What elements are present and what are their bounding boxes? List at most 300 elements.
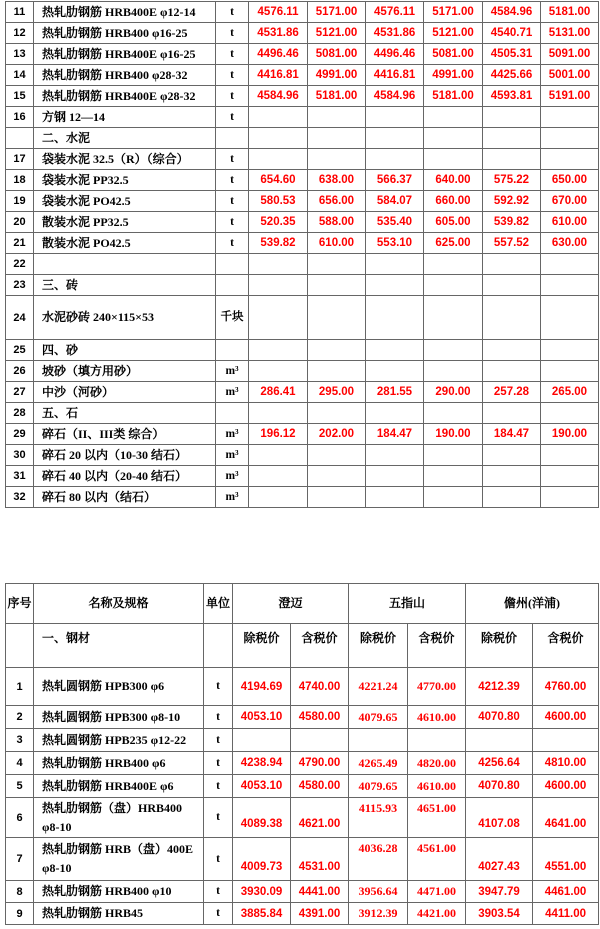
row-number-cell: 14: [6, 65, 34, 86]
price-cell: 4238.94: [233, 752, 291, 775]
item-name-cell: 水泥砂砖 240×115×53: [34, 296, 216, 340]
price-cell: [308, 487, 366, 508]
item-name-cell: 热轧肋钢筋 HRB45: [34, 903, 204, 925]
price-cell: 3956.64: [349, 881, 408, 903]
row-number-cell: 9: [6, 903, 34, 925]
table-row: [6, 798, 599, 838]
unit-cell: [216, 254, 249, 275]
price-cell: 4256.64: [466, 752, 533, 775]
row-number-cell: 16: [6, 107, 34, 128]
row-number-cell: [6, 128, 34, 149]
table-header-row: [6, 584, 599, 624]
item-name-cell: 散装水泥 PO42.5: [34, 233, 216, 254]
price-cell: 4584.96: [249, 86, 308, 107]
table-row: [6, 86, 599, 107]
price-cell: 4391.00: [291, 903, 349, 925]
price-cell: 4600.00: [533, 706, 599, 729]
unit-cell: t: [216, 191, 249, 212]
table-row: [6, 149, 599, 170]
price-cell: 4991.00: [308, 65, 366, 86]
table-row: [6, 44, 599, 65]
item-name-cell: 碎石（II、III类 综合）: [34, 424, 216, 445]
row-number-cell: 27: [6, 382, 34, 403]
item-name-cell: 方钢 12—14: [34, 107, 216, 128]
price-cell: [366, 128, 424, 149]
price-cell: 4194.69: [233, 668, 291, 706]
price-cell: [424, 128, 483, 149]
price-cell: 4089.38: [233, 798, 291, 838]
price-cell: 4212.39: [466, 668, 533, 706]
item-name-cell: 碎石 80 以内（结石）: [34, 487, 216, 508]
price-cell: 4416.81: [249, 65, 308, 86]
unit-cell: m³: [216, 382, 249, 403]
price-cell: [424, 340, 483, 361]
price-cell: [541, 149, 599, 170]
price-cell: [366, 296, 424, 340]
price-cell: [424, 107, 483, 128]
price-cell: [483, 128, 541, 149]
price-cell: [366, 361, 424, 382]
price-cell: 535.40: [366, 212, 424, 233]
price-cell: 580.53: [249, 191, 308, 212]
price-cell: 4115.93: [349, 798, 408, 838]
price-cell: 575.22: [483, 170, 541, 191]
unit-cell: [216, 403, 249, 424]
price-cell: [483, 254, 541, 275]
item-name-cell: 热轧肋钢筋 HRB400E φ12-14: [34, 2, 216, 23]
row-number-cell: 29: [6, 424, 34, 445]
unit-cell: t: [216, 233, 249, 254]
price-cell: 4070.80: [466, 775, 533, 798]
price-cell: [249, 466, 308, 487]
price-cell: [483, 149, 541, 170]
price-cell: 5081.00: [308, 44, 366, 65]
table-row: [6, 191, 599, 212]
row-number-cell: 21: [6, 233, 34, 254]
unit-cell: m³: [216, 487, 249, 508]
price-cell: 4079.65: [349, 706, 408, 729]
header-price-extax: 除税价: [466, 624, 533, 668]
price-cell: [424, 487, 483, 508]
item-name-cell: 袋装水泥 32.5（R）（综合）: [34, 149, 216, 170]
table-row: [6, 170, 599, 191]
price-cell: 588.00: [308, 212, 366, 233]
table-row: [6, 128, 599, 149]
price-cell: [483, 296, 541, 340]
price-cell: [541, 361, 599, 382]
price-cell: 3947.79: [466, 881, 533, 903]
price-cell: 640.00: [424, 170, 483, 191]
price-cell: [466, 729, 533, 752]
lower-price-table: [5, 583, 599, 925]
price-cell: 4610.00: [408, 706, 466, 729]
price-cell: 4079.65: [349, 775, 408, 798]
price-cell: 4584.96: [366, 86, 424, 107]
price-cell: 257.28: [483, 382, 541, 403]
price-cell: [366, 340, 424, 361]
item-name-cell: 热轧圆钢筋 HPB235 φ12-22: [34, 729, 204, 752]
price-cell: 4505.31: [483, 44, 541, 65]
unit-cell: t: [216, 149, 249, 170]
item-name-cell: 热轧肋钢筋 HRB400E φ6: [34, 775, 204, 798]
price-cell: [366, 487, 424, 508]
table-row: [6, 903, 599, 925]
price-cell: 670.00: [541, 191, 599, 212]
price-cell: [249, 254, 308, 275]
price-cell: [308, 340, 366, 361]
price-cell: [424, 254, 483, 275]
upper-price-table: [5, 1, 599, 508]
price-cell: [308, 275, 366, 296]
row-number-cell: 19: [6, 191, 34, 212]
price-cell: [249, 296, 308, 340]
item-name-cell: 热轧肋钢筋 HRB400 φ16-25: [34, 23, 216, 44]
price-cell: 4790.00: [291, 752, 349, 775]
header-price-inctax: 含税价: [408, 624, 466, 668]
row-number-cell: 23: [6, 275, 34, 296]
price-cell: 4441.00: [291, 881, 349, 903]
price-cell: [366, 254, 424, 275]
row-number-cell: 15: [6, 86, 34, 107]
price-cell: 660.00: [424, 191, 483, 212]
price-cell: 4053.10: [233, 775, 291, 798]
table-row: [6, 729, 599, 752]
price-cell: [249, 149, 308, 170]
item-name-cell: 中沙（河砂）: [34, 382, 216, 403]
price-cell: 4600.00: [533, 775, 599, 798]
unit-cell: [216, 340, 249, 361]
price-cell: [249, 107, 308, 128]
price-cell: [541, 128, 599, 149]
price-cell: 4740.00: [291, 668, 349, 706]
price-cell: [308, 149, 366, 170]
price-cell: [424, 466, 483, 487]
header-region-wuzhishan: 五指山: [349, 584, 466, 624]
empty-cell: [204, 624, 233, 668]
price-cell: 4760.00: [533, 668, 599, 706]
table-row: [6, 706, 599, 729]
table-row: [6, 838, 599, 881]
row-number-cell: 6: [6, 798, 34, 838]
price-cell: 566.37: [366, 170, 424, 191]
price-cell: 656.00: [308, 191, 366, 212]
table-row: [6, 254, 599, 275]
price-cell: [483, 466, 541, 487]
item-name-cell: 热轧圆钢筋 HPB300 φ6: [34, 668, 204, 706]
price-cell: [249, 275, 308, 296]
table-row: [6, 107, 599, 128]
price-cell: [249, 340, 308, 361]
price-cell: 610.00: [541, 212, 599, 233]
unit-cell: [216, 275, 249, 296]
price-cell: [308, 254, 366, 275]
price-cell: [541, 340, 599, 361]
price-cell: [408, 729, 466, 752]
price-cell: 592.92: [483, 191, 541, 212]
row-number-cell: 18: [6, 170, 34, 191]
price-cell: 4820.00: [408, 752, 466, 775]
header-serial-number: 序号: [6, 584, 34, 624]
header-name-spec: 名称及规格: [34, 584, 204, 624]
price-cell: [308, 296, 366, 340]
table-row: [6, 233, 599, 254]
item-name-cell: [34, 254, 216, 275]
price-cell: [308, 128, 366, 149]
price-cell: [541, 296, 599, 340]
price-cell: 4411.00: [533, 903, 599, 925]
unit-cell: t: [216, 65, 249, 86]
price-cell: 4416.81: [366, 65, 424, 86]
price-cell: [249, 403, 308, 424]
price-cell: 202.00: [308, 424, 366, 445]
row-number-cell: 26: [6, 361, 34, 382]
header-price-extax: 除税价: [349, 624, 408, 668]
price-cell: [308, 445, 366, 466]
unit-cell: t: [204, 706, 233, 729]
item-name-cell: 碎石 40 以内（20-40 结石）: [34, 466, 216, 487]
price-cell: [424, 403, 483, 424]
table-row: [6, 881, 599, 903]
item-name-cell: 碎石 20 以内（10-30 结石）: [34, 445, 216, 466]
item-name-cell: 热轧圆钢筋 HPB300 φ8-10: [34, 706, 204, 729]
table-row: [6, 775, 599, 798]
item-name-cell: 热轧肋钢筋（盘）HRB400 φ8-10: [34, 798, 204, 838]
price-cell: [366, 466, 424, 487]
price-cell: 4053.10: [233, 706, 291, 729]
item-name-cell: 袋装水泥 PO42.5: [34, 191, 216, 212]
price-cell: 4265.49: [349, 752, 408, 775]
header-price-inctax: 含税价: [533, 624, 599, 668]
header-unit: 单位: [204, 584, 233, 624]
unit-cell: t: [204, 838, 233, 881]
price-cell: [249, 445, 308, 466]
item-name-cell: 热轧肋钢筋 HRB400E φ16-25: [34, 44, 216, 65]
price-cell: [424, 445, 483, 466]
item-name-cell: 热轧肋钢筋 HRB（盘）400E φ8-10: [34, 838, 204, 881]
price-cell: [424, 296, 483, 340]
price-cell: [483, 340, 541, 361]
item-name-cell: 三、砖: [34, 275, 216, 296]
price-cell: 630.00: [541, 233, 599, 254]
price-cell: 4584.96: [483, 2, 541, 23]
price-cell: [366, 107, 424, 128]
price-cell: 4991.00: [424, 65, 483, 86]
price-cell: 5171.00: [424, 2, 483, 23]
row-number-cell: 5: [6, 775, 34, 798]
price-cell: [249, 128, 308, 149]
price-cell: 4471.00: [408, 881, 466, 903]
item-name-cell: 热轧肋钢筋 HRB400 φ10: [34, 881, 204, 903]
unit-cell: t: [204, 729, 233, 752]
item-name-cell: 坡砂（填方用砂）: [34, 361, 216, 382]
table-row: [6, 212, 599, 233]
price-cell: [424, 275, 483, 296]
item-name-cell: 热轧肋钢筋 HRB400 φ28-32: [34, 65, 216, 86]
section-label-steel: 一、钢材: [34, 624, 204, 668]
price-cell: [483, 403, 541, 424]
price-cell: 5181.00: [308, 86, 366, 107]
table-row: [6, 296, 599, 340]
unit-cell: t: [216, 107, 249, 128]
price-cell: [366, 445, 424, 466]
price-cell: [291, 729, 349, 752]
unit-cell: t: [216, 2, 249, 23]
price-cell: 638.00: [308, 170, 366, 191]
unit-cell: t: [204, 798, 233, 838]
table-row: [6, 668, 599, 706]
price-cell: 290.00: [424, 382, 483, 403]
price-cell: 295.00: [308, 382, 366, 403]
header-region-chengmai: 澄迈: [233, 584, 349, 624]
price-cell: 4496.46: [249, 44, 308, 65]
row-number-cell: 28: [6, 403, 34, 424]
row-number-cell: 24: [6, 296, 34, 340]
table-row: [6, 382, 599, 403]
price-cell: 5091.00: [541, 44, 599, 65]
row-number-cell: 4: [6, 752, 34, 775]
price-cell: 4610.00: [408, 775, 466, 798]
price-cell: [308, 466, 366, 487]
row-number-cell: 20: [6, 212, 34, 233]
table-subheader-row: [6, 624, 599, 668]
price-cell: 4810.00: [533, 752, 599, 775]
table-row: [6, 340, 599, 361]
row-number-cell: 22: [6, 254, 34, 275]
price-cell: 281.55: [366, 382, 424, 403]
unit-cell: t: [204, 668, 233, 706]
row-number-cell: 2: [6, 706, 34, 729]
price-cell: 4580.00: [291, 706, 349, 729]
price-cell: 557.52: [483, 233, 541, 254]
unit-cell: m³: [216, 424, 249, 445]
item-name-cell: 五、石: [34, 403, 216, 424]
price-cell: [308, 107, 366, 128]
unit-cell: t: [216, 44, 249, 65]
price-cell: 4070.80: [466, 706, 533, 729]
price-cell: 4580.00: [291, 775, 349, 798]
price-cell: 5081.00: [424, 44, 483, 65]
price-cell: 4531.86: [249, 23, 308, 44]
price-cell: 4221.24: [349, 668, 408, 706]
price-cell: 4009.73: [233, 838, 291, 881]
price-cell: [233, 729, 291, 752]
price-cell: 4461.00: [533, 881, 599, 903]
price-cell: 5121.00: [308, 23, 366, 44]
price-cell: 196.12: [249, 424, 308, 445]
price-cell: [541, 254, 599, 275]
price-cell: 553.10: [366, 233, 424, 254]
price-cell: [424, 149, 483, 170]
price-cell: 190.00: [541, 424, 599, 445]
table-row: [6, 361, 599, 382]
row-number-cell: 30: [6, 445, 34, 466]
price-cell: 5131.00: [541, 23, 599, 44]
price-cell: [308, 403, 366, 424]
row-number-cell: 25: [6, 340, 34, 361]
unit-cell: t: [216, 86, 249, 107]
price-cell: [308, 361, 366, 382]
unit-cell: t: [204, 775, 233, 798]
price-cell: 4027.43: [466, 838, 533, 881]
table-row: [6, 752, 599, 775]
price-cell: 4531.00: [291, 838, 349, 881]
price-cell: 650.00: [541, 170, 599, 191]
unit-cell: t: [216, 170, 249, 191]
price-cell: 654.60: [249, 170, 308, 191]
row-number-cell: 3: [6, 729, 34, 752]
price-cell: [366, 275, 424, 296]
price-cell: 265.00: [541, 382, 599, 403]
item-name-cell: 热轧肋钢筋 HRB400 φ6: [34, 752, 204, 775]
table-row: [6, 445, 599, 466]
price-cell: 520.35: [249, 212, 308, 233]
table-row: [6, 487, 599, 508]
price-cell: 539.82: [249, 233, 308, 254]
header-price-inctax: 含税价: [291, 624, 349, 668]
price-cell: [483, 361, 541, 382]
table-row: [6, 65, 599, 86]
price-cell: 4036.28: [349, 838, 408, 881]
price-cell: [541, 403, 599, 424]
price-cell: 190.00: [424, 424, 483, 445]
price-cell: 4641.00: [533, 798, 599, 838]
price-cell: 4651.00: [408, 798, 466, 838]
price-cell: 584.07: [366, 191, 424, 212]
table-row: [6, 424, 599, 445]
price-cell: 4551.00: [533, 838, 599, 881]
row-number-cell: 7: [6, 838, 34, 881]
row-number-cell: 17: [6, 149, 34, 170]
item-name-cell: 袋装水泥 PP32.5: [34, 170, 216, 191]
price-cell: [541, 445, 599, 466]
price-cell: 4421.00: [408, 903, 466, 925]
price-cell: 4576.11: [249, 2, 308, 23]
price-cell: 4107.08: [466, 798, 533, 838]
header-price-extax: 除税价: [233, 624, 291, 668]
price-cell: [424, 361, 483, 382]
price-cell: [541, 107, 599, 128]
price-cell: [533, 729, 599, 752]
item-name-cell: 散装水泥 PP32.5: [34, 212, 216, 233]
price-cell: 184.47: [483, 424, 541, 445]
table-row: [6, 275, 599, 296]
row-number-cell: 8: [6, 881, 34, 903]
price-cell: 4561.00: [408, 838, 466, 881]
price-cell: 5001.00: [541, 65, 599, 86]
price-cell: [249, 487, 308, 508]
item-name-cell: 热轧肋钢筋 HRB400E φ28-32: [34, 86, 216, 107]
row-number-cell: 11: [6, 2, 34, 23]
unit-cell: t: [204, 752, 233, 775]
header-region-danzhou: 儋州(洋浦): [466, 584, 599, 624]
price-cell: 3903.54: [466, 903, 533, 925]
price-cell: 5191.00: [541, 86, 599, 107]
price-cell: 3912.39: [349, 903, 408, 925]
row-number-cell: 13: [6, 44, 34, 65]
price-cell: 4540.71: [483, 23, 541, 44]
row-number-cell: 1: [6, 668, 34, 706]
price-cell: 5181.00: [541, 2, 599, 23]
table-row: [6, 403, 599, 424]
unit-cell: 千块: [216, 296, 249, 340]
item-name-cell: 二、水泥: [34, 128, 216, 149]
price-cell: 625.00: [424, 233, 483, 254]
empty-cell: [6, 624, 34, 668]
table-row: [6, 23, 599, 44]
price-cell: [249, 361, 308, 382]
row-number-cell: 12: [6, 23, 34, 44]
price-cell: [483, 275, 541, 296]
